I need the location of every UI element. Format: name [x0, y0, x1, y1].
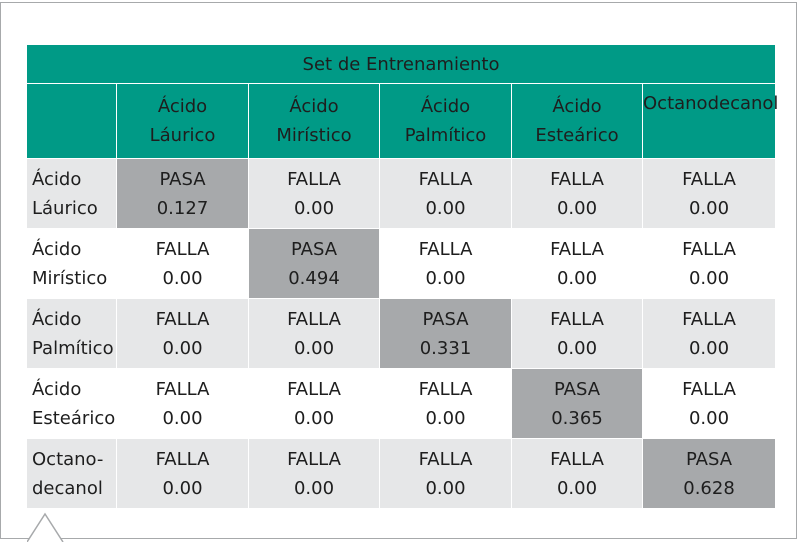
column-header: [380, 84, 512, 159]
cell-value: 0.00: [556, 337, 598, 359]
cell-value: 0.00: [688, 197, 730, 219]
column-header-line2: Mirístico: [276, 125, 352, 146]
cell-value: 0.00: [293, 477, 335, 499]
result-cell: [643, 299, 776, 369]
column-header-line1: Ácido: [157, 96, 208, 117]
cell-status: FALLA: [418, 378, 473, 400]
cell-value: 0.00: [688, 407, 730, 429]
cell-value: 0.00: [425, 407, 466, 429]
column-header-line1: Ácido: [420, 96, 471, 117]
cell-status: FALLA: [155, 378, 210, 400]
column-header-row: [27, 84, 776, 159]
cell-value: 0.494: [288, 267, 340, 289]
cell-value: 0.00: [425, 267, 466, 289]
cell-status: FALLA: [418, 238, 473, 260]
result-cell: [117, 229, 249, 299]
header-corner: [27, 84, 117, 159]
cell-status: FALLA: [155, 238, 210, 260]
row-label-line2: Mirístico: [32, 267, 108, 289]
result-cell: [117, 439, 249, 509]
cell-value: 0.00: [162, 407, 203, 429]
row-label-line1: Ácido: [32, 238, 82, 260]
cell-status: FALLA: [418, 448, 473, 470]
result-cell: [380, 229, 512, 299]
cell-value: 0.00: [162, 267, 203, 289]
row-label-line1: Ácido: [32, 378, 82, 400]
cell-value: 0.365: [551, 407, 603, 429]
cell-status: FALLA: [550, 448, 604, 470]
result-cell: [512, 229, 643, 299]
result-cell-pass: [380, 299, 512, 369]
cell-value: 0.628: [683, 477, 735, 499]
row-label: [27, 369, 117, 439]
cell-status: FALLA: [550, 238, 604, 260]
row-label-line1: Octano-: [32, 448, 104, 470]
cell-status: FALLA: [287, 378, 341, 400]
table-row: [27, 159, 776, 229]
result-cell-pass: [643, 439, 776, 509]
cell-status: FALLA: [682, 378, 736, 400]
column-header: [249, 84, 380, 159]
result-cell: [380, 439, 512, 509]
result-cell: [249, 369, 380, 439]
row-label-line2: Palmítico: [32, 337, 114, 359]
cell-value: 0.00: [688, 337, 730, 359]
cell-status: FALLA: [550, 308, 604, 330]
result-cell: [643, 369, 776, 439]
column-header: [512, 84, 643, 159]
row-label: [27, 159, 117, 229]
result-cell: [643, 159, 776, 229]
cell-status: FALLA: [287, 308, 341, 330]
cell-status: FALLA: [682, 238, 736, 260]
table-row: [27, 439, 776, 509]
cell-status: FALLA: [287, 168, 341, 190]
table-title-row: [27, 45, 776, 84]
result-cell: [249, 159, 380, 229]
cell-value: 0.00: [162, 477, 203, 499]
column-header-line2: Láurico: [149, 125, 216, 146]
cell-status: FALLA: [682, 168, 736, 190]
column-header: [117, 84, 249, 159]
table-row: [27, 229, 776, 299]
cell-value: 0.00: [293, 407, 335, 429]
cell-value: 0.331: [419, 337, 472, 359]
cell-status: FALLA: [155, 448, 210, 470]
result-cell: [512, 159, 643, 229]
row-label-line2: Esteárico: [32, 407, 116, 429]
result-cell-pass: [117, 159, 249, 229]
result-cell: [380, 159, 512, 229]
cell-status: PASA: [159, 168, 206, 190]
result-cell: [117, 299, 249, 369]
cell-value: 0.127: [156, 197, 209, 219]
cell-value: 0.00: [293, 197, 335, 219]
row-label: [27, 439, 117, 509]
cell-status: FALLA: [682, 308, 736, 330]
training-set-table: [26, 44, 779, 509]
table-row: [27, 299, 776, 369]
row-label-line1: Ácido: [32, 168, 82, 190]
column-header-line1: Ácido: [289, 96, 339, 117]
cell-status: FALLA: [550, 168, 604, 190]
column-header-line1: Ácido: [552, 96, 602, 117]
cell-value: 0.00: [556, 197, 598, 219]
cell-status: FALLA: [155, 308, 210, 330]
row-label-line2: decanol: [32, 477, 103, 499]
cell-status: PASA: [422, 308, 469, 330]
cell-status: FALLA: [418, 168, 473, 190]
cell-value: 0.00: [425, 197, 466, 219]
result-cell: [643, 229, 776, 299]
column-header: [643, 84, 779, 159]
result-cell: [117, 369, 249, 439]
column-header-line2: Esteárico: [535, 125, 619, 146]
row-label: [27, 299, 117, 369]
callout-pointer: [27, 512, 71, 542]
cell-value: 0.00: [293, 337, 335, 359]
cell-status: PASA: [685, 448, 733, 470]
cell-value: 0.00: [162, 337, 203, 359]
cell-value: 0.00: [556, 267, 598, 289]
column-header-line2: Palmítico: [404, 125, 487, 146]
cell-status: PASA: [553, 378, 601, 400]
cell-status: FALLA: [287, 448, 341, 470]
row-label-line1: Ácido: [32, 308, 82, 330]
result-cell-pass: [512, 369, 643, 439]
cell-status: PASA: [290, 238, 338, 260]
cell-value: 0.00: [556, 477, 598, 499]
table-title: Set de Entrenamiento: [27, 45, 776, 84]
cell-value: 0.00: [688, 267, 730, 289]
result-cell: [512, 299, 643, 369]
result-cell: [249, 299, 380, 369]
table-row: [27, 369, 776, 439]
row-label: [27, 229, 117, 299]
result-cell: [249, 439, 380, 509]
row-label-line2: Láurico: [32, 197, 98, 219]
cell-value: 0.00: [425, 477, 466, 499]
result-cell-pass: [249, 229, 380, 299]
result-cell: [512, 439, 643, 509]
result-cell: [380, 369, 512, 439]
column-header-line1: Octanodecanol: [643, 93, 779, 114]
